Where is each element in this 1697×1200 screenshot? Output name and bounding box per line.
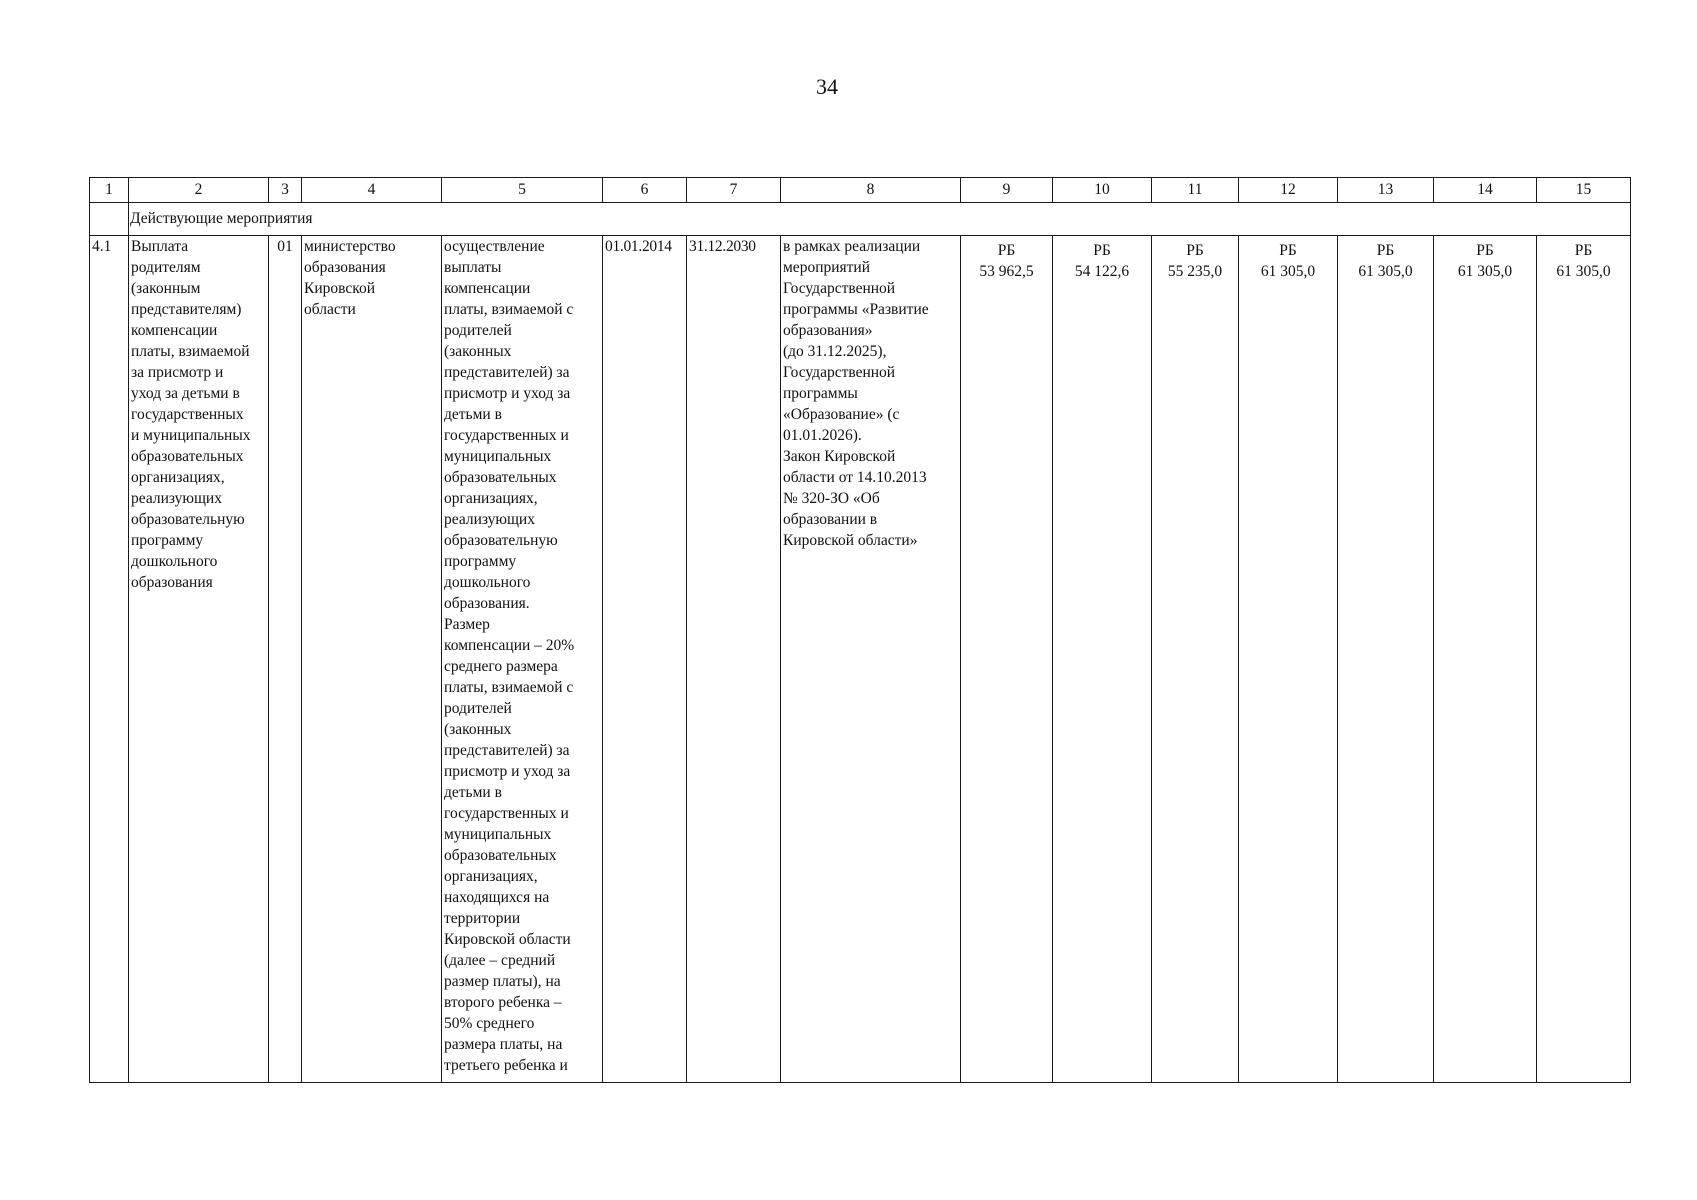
measures-table [89,177,1631,1083]
column-number: 10 [1053,178,1152,203]
funding-source: РБ [1574,242,1593,259]
column-number: 6 [603,178,687,203]
measure-description: осуществление выплаты компенсации платы, взимаемой с родителей (законных представителей) за присмотр и уход за детьми в государственных и муниципальных образовательных организациях, реализующих образовательную программу дошкольного образования. Размер компенсации – 20% среднего размера платы, взимаемой с родителей (законных представителей) за присмотр и уход за детьми в государственных и муниципальных образовательных организациях, находящихся на территории Кировской области (далее – средний размер платы), на второго ребенка – 50% среднего размера платы, на третьего ребенка и [442,236,603,1083]
funding-source: РБ [1279,242,1297,259]
amount-cell [1537,236,1631,1083]
section-spacer-cell [90,203,129,236]
amount-cell [1434,236,1537,1083]
column-number: 11 [1152,178,1239,203]
amount-cell [961,236,1053,1083]
section-title: Действующие мероприятия [129,203,1631,236]
row-number: 4.1 [90,236,129,1083]
column-number: 14 [1434,178,1537,203]
end-date: 31.12.2030 [687,236,781,1083]
amount-value: 55 235,0 [1167,263,1223,280]
column-number: 3 [269,178,302,203]
table-row [90,236,1631,1083]
funding-source: РБ [1093,242,1111,259]
amount-cell [1239,236,1338,1083]
column-numbers-row [90,178,1631,203]
amount-value: 61 305,0 [1556,263,1611,280]
column-number: 13 [1338,178,1434,203]
column-number: 7 [687,178,781,203]
column-number: 8 [781,178,961,203]
funding-source: РБ [1476,242,1494,259]
amount-value: 54 122,6 [1074,263,1130,280]
amount-cell [1338,236,1434,1083]
amount-cell [1152,236,1239,1083]
funding-source: РБ [1186,242,1204,259]
measure-executor: министерство образования Кировской области [302,236,442,1083]
legal-basis: в рамках реализации мероприятий Государственной программы «Развитие образования» (до 31.12.2025), Государственной программы «Образование» (с 01.01.2026). Закон Кировской области от 14.10.2013 № 320-ЗО «Об образовании в Кировской области» [781,236,961,1083]
page-number: 34 [816,74,838,99]
column-number: 15 [1537,178,1631,203]
funding-source: РБ [997,242,1016,259]
amount-value: 61 305,0 [1457,263,1513,280]
measure-name: Выплата родителям (законным представителям) компенсации платы, взимаемой за присмотр и уход за детьми в государственных и муниципальных образовательных организациях, реализующих образовательную программу дошкольного образования [129,236,269,1083]
column-number: 12 [1239,178,1338,203]
column-number: 2 [129,178,269,203]
column-number: 5 [442,178,603,203]
start-date: 01.01.2014 [603,236,687,1083]
measure-code: 01 [269,236,302,1083]
column-number: 1 [90,178,129,203]
amount-value: 61 305,0 [1358,263,1413,280]
column-number: 4 [302,178,442,203]
amount-cell [1053,236,1152,1083]
amount-value: 61 305,0 [1260,263,1316,280]
section-row [90,203,1631,236]
amount-value: 53 962,5 [979,263,1034,280]
column-number: 9 [961,178,1053,203]
funding-source: РБ [1376,242,1395,259]
